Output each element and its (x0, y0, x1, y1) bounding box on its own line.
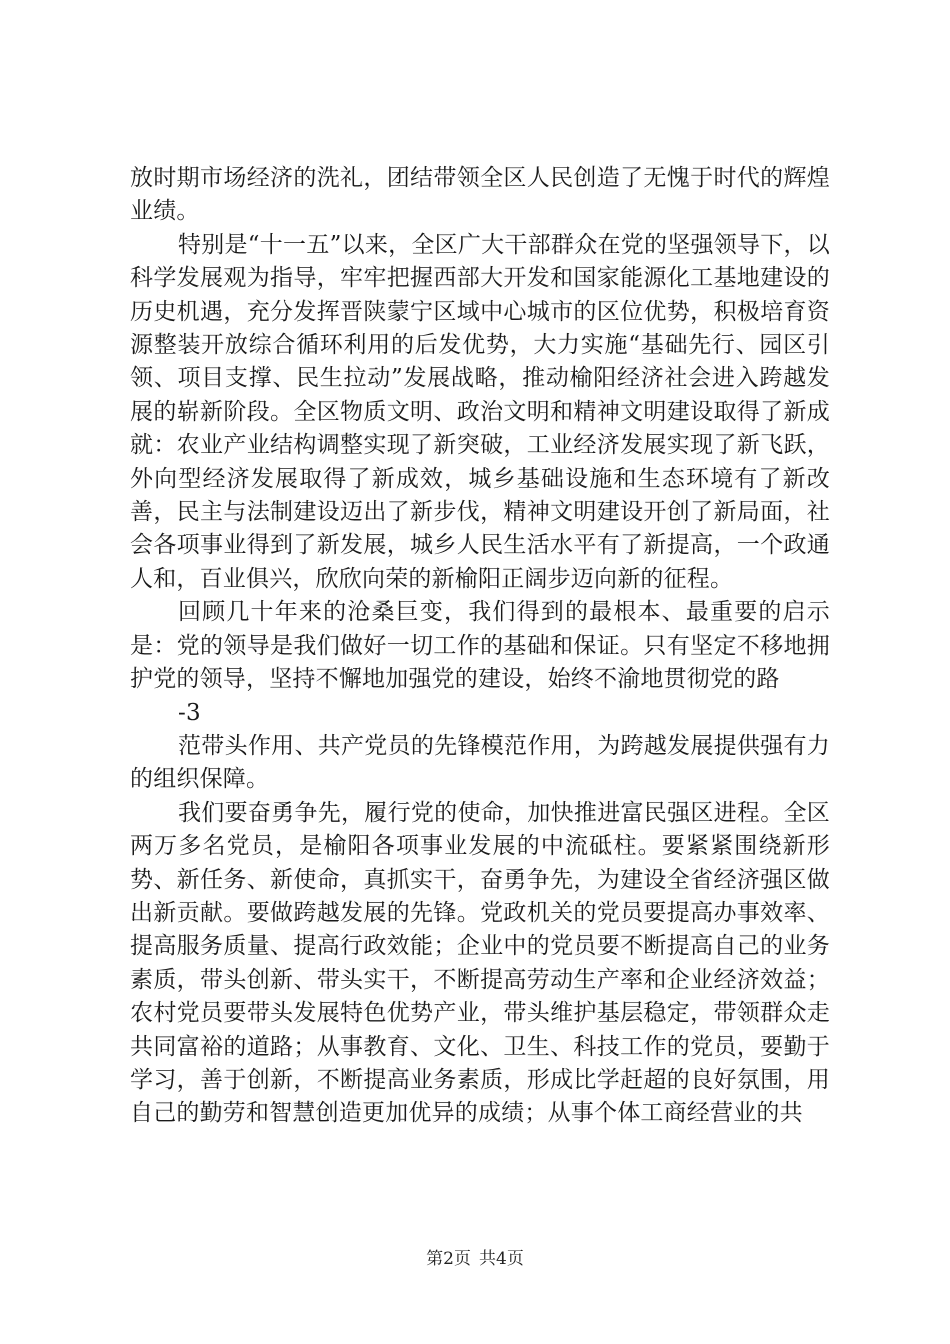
paragraph-4: 范带头作用、共产党员的先锋模范作用，为跨越发展提供强有力的组织保障。 (130, 732, 830, 793)
paragraph-1: 放时期市场经济的洗礼，团结带领全区人民创造了无愧于时代的辉煌业绩。 (130, 165, 830, 225)
page-total: 共4页 (479, 1249, 524, 1269)
paragraph-3: 回顾几十年来的沧桑巨变，我们得到的最根本、最重要的启示是：党的领导是我们做好一切工作的基础和保证。只有坚定不移地拥护党的领导，坚持不懈地加强党的建设，始终不渝地贯彻党的路 (130, 599, 830, 693)
page-footer (0, 1244, 950, 1269)
document-body (130, 162, 830, 1131)
page-number: 第2页 (426, 1249, 471, 1269)
paragraph-5: 我们要奋勇争先，履行党的使命，加快推进富民强区进程。全区两万多名党员，是榆阳各项事业发展的中流砥柱。要紧紧围绕新形势、新任务、新使命，真抓实干，奋勇争先，为建设全省经济强区做出新贡献。要做跨越发展的先锋。党政机关的党员要提高办事效率、提高服务质量、提高行政效能；企业中的党员要不断提高自己的业务素质，带头创新、带头实干，不断提高劳动生产率和企业经济效益；农村党员要带头发展特色优势产业，带头维护基层稳定，带领群众走共同富裕的道路；从事教育、文化、卫生、科技工作的党员，要勤于学习，善于创新，不断提高业务素质，形成比学赶超的良好氛围，用自己的勤劳和智慧创造更加优异的成绩；从事个体工商经营业的共 (130, 799, 830, 1127)
paragraph-2: 特别是“十一五”以来，全区广大干部群众在党的坚强领导下，以科学发展观为指导，牢牢把握西部大开发和国家能源化工基地建设的历史机遇，充分发挥晋陕蒙宁区域中心城市的区位优势，积极培育资源整装开放综合循环利用的后发优势，大力实施“基础先行、园区引领、项目支撑、民生拉动”发展战略，推动榆阳经济社会进入跨越发展的崭新阶段。全区物质文明、政治文明和精神文明建设取得了新成就：农业产业结构调整实现了新突破，工业经济发展实现了新飞跃，外向型经济发展取得了新成效，城乡基础设施和生态环境有了新改善，民主与法制建设迈出了新步伐，精神文明建设开创了新局面，社会各项事业得到了新发展，城乡人民生活水平有了新提高，一个政通人和，百业俱兴，欣欣向荣的新榆阳正阔步迈向新的征程。 (130, 231, 830, 592)
page-break-marker: -3 (178, 699, 201, 726)
